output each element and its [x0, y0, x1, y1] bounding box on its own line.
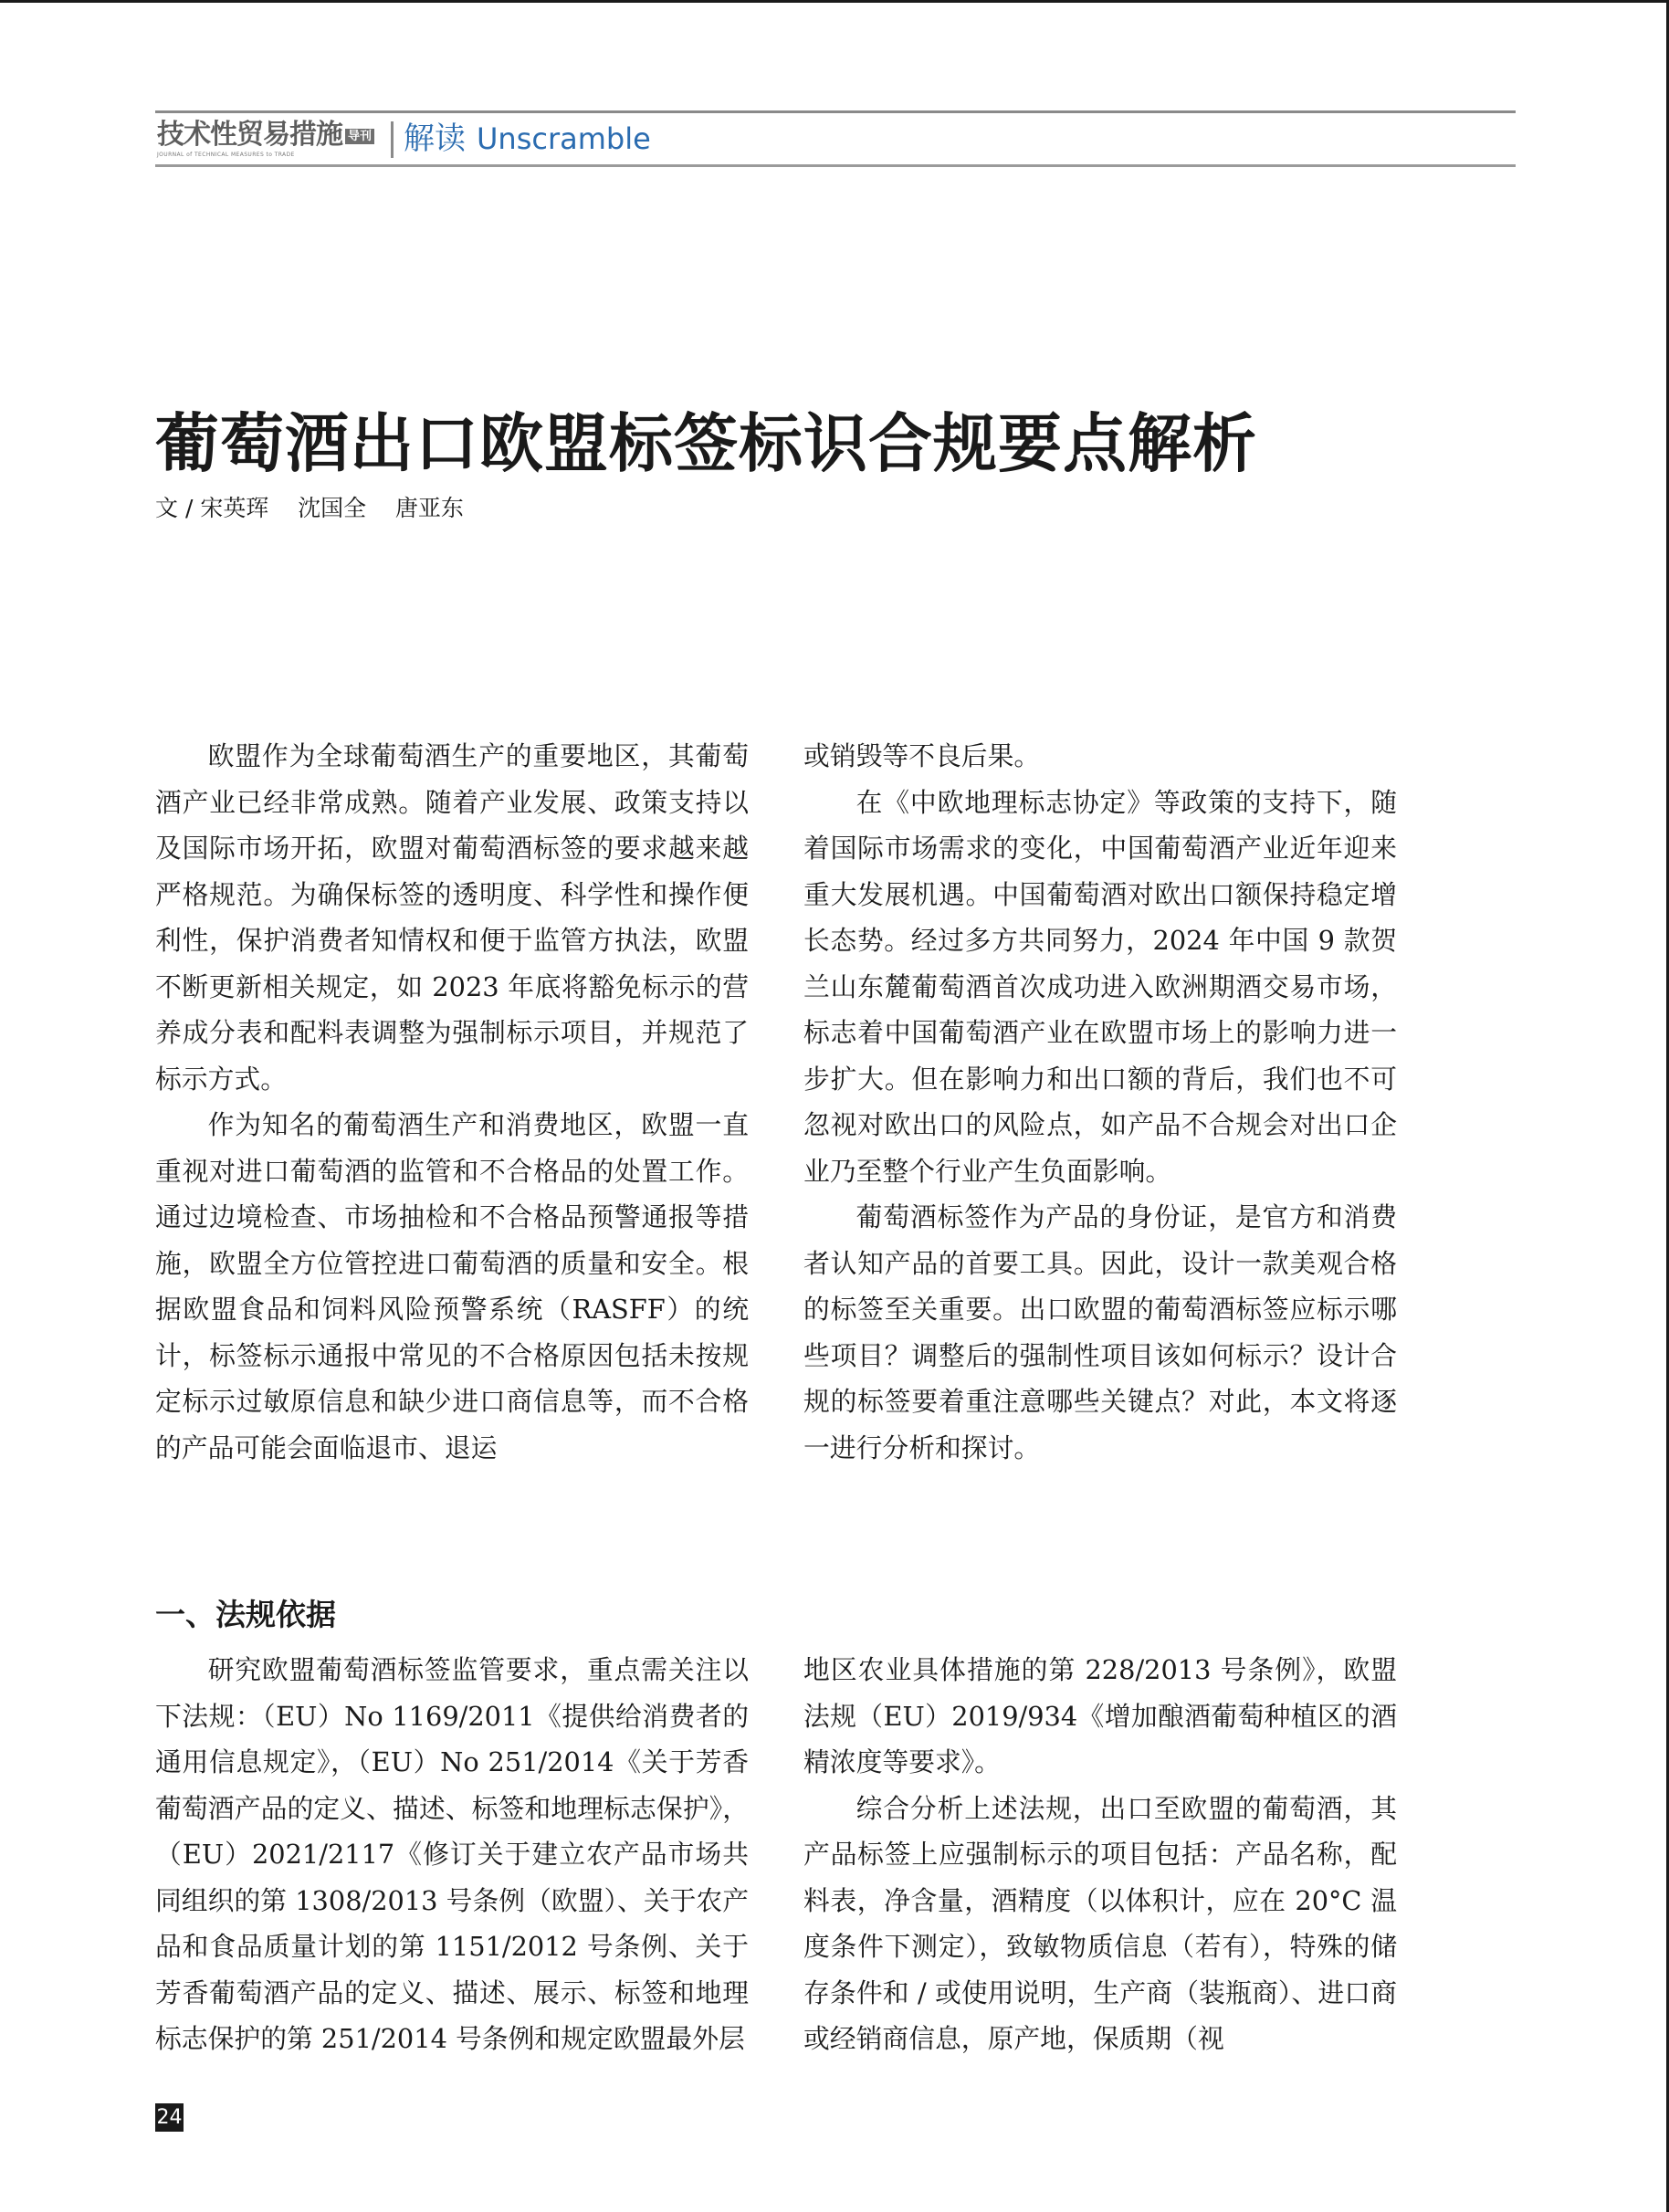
paragraph: 地区农业具体措施的第 228/2013 号条例》，欧盟法规（EU）2019/934《增加酿酒葡萄种植区的酒精浓度等要求》。: [803, 1654, 1397, 1777]
logo-badge: 导刊: [345, 129, 374, 144]
paragraph: 葡萄酒标签作为产品的身份证，是官方和消费者认知产品的首要工具。因此，设计一款美观合格的标签至关重要。出口欧盟的葡萄酒标签应标示哪些项目？调整后的强制性项目该如何标示？设计合规的标签要着重注意哪些关键点？对此，本文将逐一进行分析和探讨。: [803, 1201, 1397, 1463]
intro-column-left: [155, 733, 749, 1471]
header-separator: [391, 121, 394, 158]
logo-text: [157, 120, 374, 151]
paragraph: 作为知名的葡萄酒生产和消费地区，欧盟一直重视对进口葡萄酒的监管和不合格品的处置工作。通过边境检查、市场抽检和不合格品预警通报等措施，欧盟全方位管控进口葡萄酒的质量和安全。根据欧盟食品和饲料风险预警系统（RASFF）的统计，标签标示通报中常见的不合格原因包括未按规定标示过敏原信息和缺少进口商信息等，而不合格的产品可能会面临退市、退运: [155, 1109, 749, 1463]
running-header: [155, 110, 1516, 167]
section-label: [404, 121, 651, 157]
section1-column-right: [803, 1647, 1397, 2062]
header-rule-bottom: [155, 164, 1516, 167]
paragraph: 研究欧盟葡萄酒标签监管要求，重点需关注以下法规：（EU）No 1169/2011《提供给消费者的通用信息规定》，（EU）No 251/2014《关于芳香葡萄酒产品的定义、描述、标签和地理标志保护》，（EU）2021/2117《修订关于建立农产品市场共同组织的第 1308/2013 号条例（欧盟）、关于农产品和食品质量计划的第 1151/2012 号条例、关于芳香葡萄酒产品的定义、描述、展示、标签和地理标志保护的第 251/2014 号条例和规定欧盟最外层: [155, 1654, 749, 2054]
article-title: 葡萄酒出口欧盟标签标识合规要点解析: [155, 406, 1257, 481]
journal-logo: [157, 120, 385, 160]
section1-column-left: [155, 1647, 749, 2062]
header-rule-top: [155, 110, 1516, 113]
paragraph: 综合分析上述法规，出口至欧盟的葡萄酒，其产品标签上应强制标示的项目包括：产品名称，配料表，净含量，酒精度（以体积计，应在 20°C 温度条件下测定），致敏物质信息（若有），特殊的储存条件和 / 或使用说明，生产商（装瓶商）、进口商或经销商信息，原产地，保质期（视: [803, 1792, 1397, 2054]
article-byline: 文 / 宋英珲 沈国全 唐亚东: [155, 495, 464, 521]
logo-title: 技术性贸易措施: [157, 119, 342, 151]
section-label-en: Unscramble: [477, 121, 651, 156]
page-frame-top: [0, 0, 1669, 3]
paragraph: 在《中欧地理标志协定》等政策的支持下，随着国际市场需求的变化，中国葡萄酒产业近年迎来重大发展机遇。中国葡萄酒对欧出口额保持稳定增长态势。经过多方共同努力，2024 年中国 9 款贺兰山东麓葡萄酒首次成功进入欧洲期酒交易市场，标志着中国葡萄酒产业在欧盟市场上的影响力进一步扩大。但在影响力和出口额的背后，我们也不可忽视对欧出口的风险点，如产品不合规会对出口企业乃至整个行业产生负面影响。: [803, 786, 1397, 1187]
page-number: 24: [155, 2103, 184, 2132]
section-heading: 一、法规依据: [155, 1597, 336, 1632]
intro-column-right: [803, 733, 1397, 1471]
section-label-cn: 解读: [404, 121, 466, 157]
paragraph: 欧盟作为全球葡萄酒生产的重要地区，其葡萄酒产业已经非常成熟。随着产业发展、政策支持以及国际市场开拓，欧盟对葡萄酒标签的要求越来越严格规范。为确保标签的透明度、科学性和操作便利性，保护消费者知情权和便于监管方执法，欧盟不断更新相关规定，如 2023 年底将豁免标示的营养成分表和配料表调整为强制标示项目，并规范了标示方式。: [155, 740, 749, 1095]
logo-subtext: JOURNAL of TECHNICAL MEASURES to TRADE: [157, 152, 295, 158]
paragraph: 或销毁等不良后果。: [803, 740, 1041, 771]
